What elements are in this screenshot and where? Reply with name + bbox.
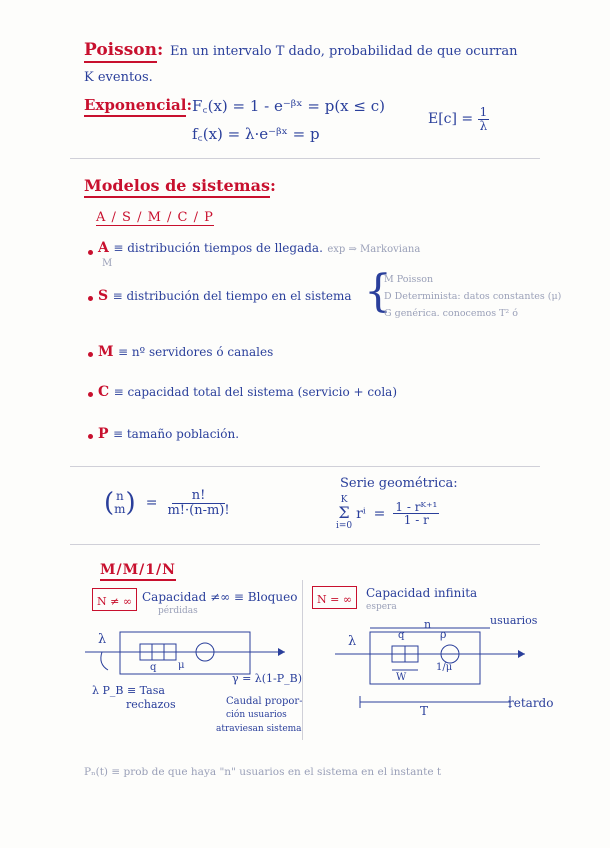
rate-label-2: rechazos: [126, 698, 176, 711]
s-option-g: G genérica. conocemos T² ó: [384, 308, 518, 319]
reject-arrow: [101, 652, 108, 670]
t-label: T: [420, 704, 429, 718]
tag-n-finite: N ≠ ∞: [92, 588, 137, 611]
item-c: C ≡ capacidad total del sistema (servicio + cola): [98, 384, 397, 400]
footer-definition: Pₙ(t) ≡ prob de que haya "n" usuarios en el sistema en el instante t: [84, 766, 442, 778]
one-over-mu: 1/μ: [436, 662, 453, 673]
system-box-infinite: [370, 632, 480, 684]
exponencial-formula-2: f꜀(x) = λ·e⁻ᵝˣ = p: [192, 125, 320, 143]
caudal-2: ción usuarios: [226, 710, 287, 720]
flow-arrow-infinite: [518, 650, 525, 658]
bullet-s: [88, 296, 93, 301]
bullet-p: [88, 434, 93, 439]
caudal-1: Caudal propor-: [226, 696, 303, 707]
item-a-sub: M: [102, 258, 113, 269]
binomial-formula: ( n m ) = $\frac{n!}{m!\cdot(n-m)!}$: [104, 487, 230, 518]
s-option-d: D Determinista: datos constantes (μ): [384, 291, 562, 302]
bullet-m: [88, 352, 93, 357]
espera-label: espera: [366, 602, 397, 612]
bullet-a: [88, 250, 93, 255]
rho-label: ρ: [440, 628, 447, 641]
poisson-text-1: En un intervalo T dado, probabilidad de que ocurran: [170, 44, 518, 59]
retardo-label: retardo: [508, 696, 554, 710]
item-s: S ≡ distribución del tiempo en el sistema: [98, 288, 352, 304]
item-a: A ≡ distribución tiempos de llegada. exp ⇒ Markoviana: [98, 240, 421, 256]
w-label: W: [396, 672, 407, 683]
divider-3: [70, 544, 540, 545]
column-divider: [302, 580, 303, 740]
lambda-right: λ: [348, 634, 357, 649]
kendall-notation: A / S / M / C / P: [96, 210, 214, 225]
q-right: q: [398, 630, 405, 641]
flow-arrow-finite: [278, 648, 285, 656]
caudal-3: atraviesan sistema: [216, 724, 302, 734]
divider-2: [70, 466, 540, 467]
s-option-m: M Poisson: [384, 274, 434, 285]
exponencial-formula-1: F꜀(x) = 1 - e⁻ᵝˣ = p(x ≤ c): [192, 97, 385, 115]
bullet-c: [88, 392, 93, 397]
item-m: M ≡ nº servidores ó canales: [98, 344, 274, 360]
mu-left: μ: [178, 660, 185, 671]
poisson-text-2: K eventos.: [84, 70, 153, 85]
geom-formula: K Σ i=0 rⁱ = $\frac{\text{1 - rᴷ⁺¹}}{1 - r}$: [336, 495, 438, 532]
gamma-formula: γ = λ(1-P_B): [232, 672, 303, 685]
capacity-finite: Capacidad ≠∞ ≡ Bloqueo: [142, 590, 298, 604]
n-label: n: [424, 618, 432, 631]
geom-title: Serie geométrica:: [340, 476, 458, 491]
item-p: P ≡ tamaño población.: [98, 426, 240, 442]
mm1n-title: M/M/1/N: [100, 562, 176, 578]
lambda-left: λ: [98, 632, 107, 647]
exponencial-title: Exponencial:: [84, 96, 192, 114]
usuarios-label: usuarios: [490, 614, 538, 627]
q-left: q: [150, 662, 157, 673]
rate-label-1: λ P_B ≡ Tasa: [92, 684, 165, 697]
modelos-title: Modelos de sistemas:: [84, 176, 276, 195]
capacity-infinite: Capacidad infinita: [366, 586, 478, 600]
divider-1: [70, 158, 540, 159]
queue-diagram-infinite: [330, 622, 530, 718]
s-options-brace: {: [364, 266, 392, 317]
poisson-title: Poisson:: [84, 40, 163, 60]
perdidas-label: pérdidas: [158, 606, 198, 616]
expectation: E[c] = $\frac{1}{\lambda}$: [428, 105, 488, 133]
tag-n-infinite: N = ∞: [312, 586, 357, 609]
